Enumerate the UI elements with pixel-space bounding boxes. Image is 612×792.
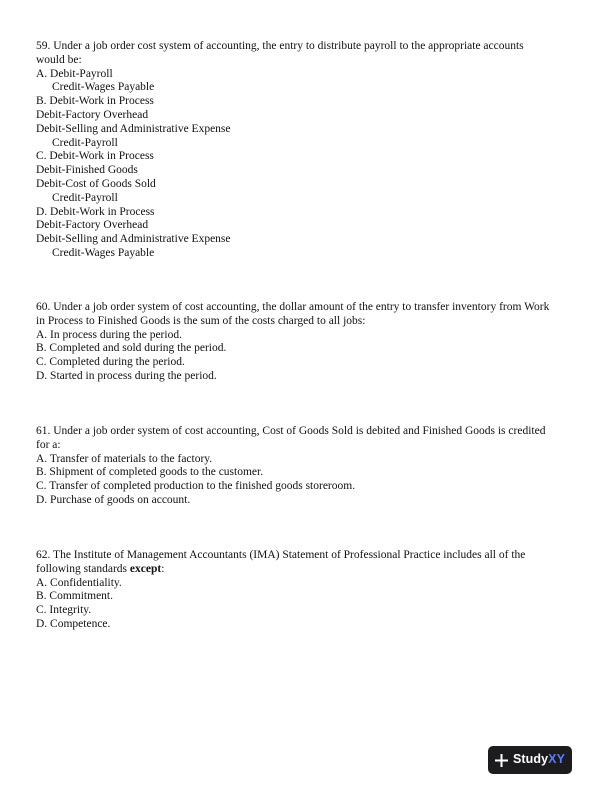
question-62 — [36, 549, 581, 632]
answer-options — [36, 577, 581, 632]
option-line: D. Competence. — [36, 617, 111, 630]
option-line: C. Completed during the period. — [36, 356, 185, 369]
option-line: B. Shipment of completed goods to the customer. — [36, 466, 264, 479]
stem-text: following standards — [36, 562, 130, 575]
question-stem — [36, 549, 581, 577]
stem-line: for a: — [36, 438, 61, 451]
emphasis-except: except — [129, 562, 162, 575]
option-line: Debit-Factory Overhead — [36, 219, 149, 232]
option-line: Credit-Wages Payable — [52, 246, 155, 259]
question-stem — [36, 40, 581, 68]
brand-accent: XY — [548, 752, 566, 767]
answer-options — [36, 453, 581, 508]
option-line: A. Debit-Payroll — [36, 67, 113, 80]
stem-line: 62. The Institute of Management Accountants (IMA) Statement of Professional Practice includes all of the — [36, 549, 526, 561]
option-line: D. Started in process during the period. — [36, 369, 217, 382]
answer-options — [36, 329, 581, 384]
option-line: C. Integrity. — [36, 604, 92, 617]
question-60 — [36, 301, 581, 384]
option-line: A. Transfer of materials to the factory. — [36, 452, 213, 465]
question-61 — [36, 425, 581, 508]
stem-line: would be: — [36, 53, 82, 66]
stem-punctuation: : — [161, 562, 165, 575]
option-line: Credit-Payroll — [52, 191, 118, 204]
stem-line — [36, 563, 581, 577]
option-line: B. Commitment. — [36, 590, 113, 603]
option-line: B. Debit-Work in Process — [36, 95, 154, 108]
question-59 — [36, 40, 581, 261]
brand-main: Study — [512, 752, 549, 767]
option-line: Credit-Payroll — [52, 136, 118, 149]
option-line: C. Debit-Work in Process — [36, 150, 154, 163]
option-line: Debit-Selling and Administrative Expense — [36, 122, 231, 135]
stem-line: 61. Under a job order system of cost accounting, Cost of Goods Sold is debited and Finished Goods is credited — [36, 425, 546, 437]
question-stem — [36, 425, 581, 453]
option-line: Debit-Finished Goods — [36, 164, 138, 177]
option-line: Debit-Factory Overhead — [36, 108, 149, 121]
option-line: Credit-Wages Payable — [52, 81, 155, 94]
answer-options — [36, 68, 581, 261]
stem-line: 60. Under a job order system of cost accounting, the dollar amount of the entry to transfer inventory from Work — [36, 301, 550, 313]
option-line: Debit-Cost of Goods Sold — [36, 177, 156, 190]
option-line: D. Debit-Work in Process — [36, 205, 155, 218]
option-line: B. Completed and sold during the period. — [36, 342, 227, 355]
question-stem — [36, 301, 581, 329]
stem-line: 59. Under a job order cost system of accounting, the entry to distribute payroll to the appropriate accounts — [36, 40, 524, 52]
option-line: D. Purchase of goods on account. — [36, 493, 191, 506]
option-line: A. In process during the period. — [36, 328, 182, 341]
option-line: Debit-Selling and Administrative Expense — [36, 233, 231, 246]
option-line: A. Confidentiality. — [36, 576, 122, 589]
option-line: C. Transfer of completed production to the finished goods storeroom. — [36, 480, 356, 493]
studyxy-logo-badge — [488, 746, 572, 774]
stem-line: in Process to Finished Goods is the sum of the costs charged to all jobs: — [36, 314, 366, 327]
plus-icon — [495, 754, 508, 767]
